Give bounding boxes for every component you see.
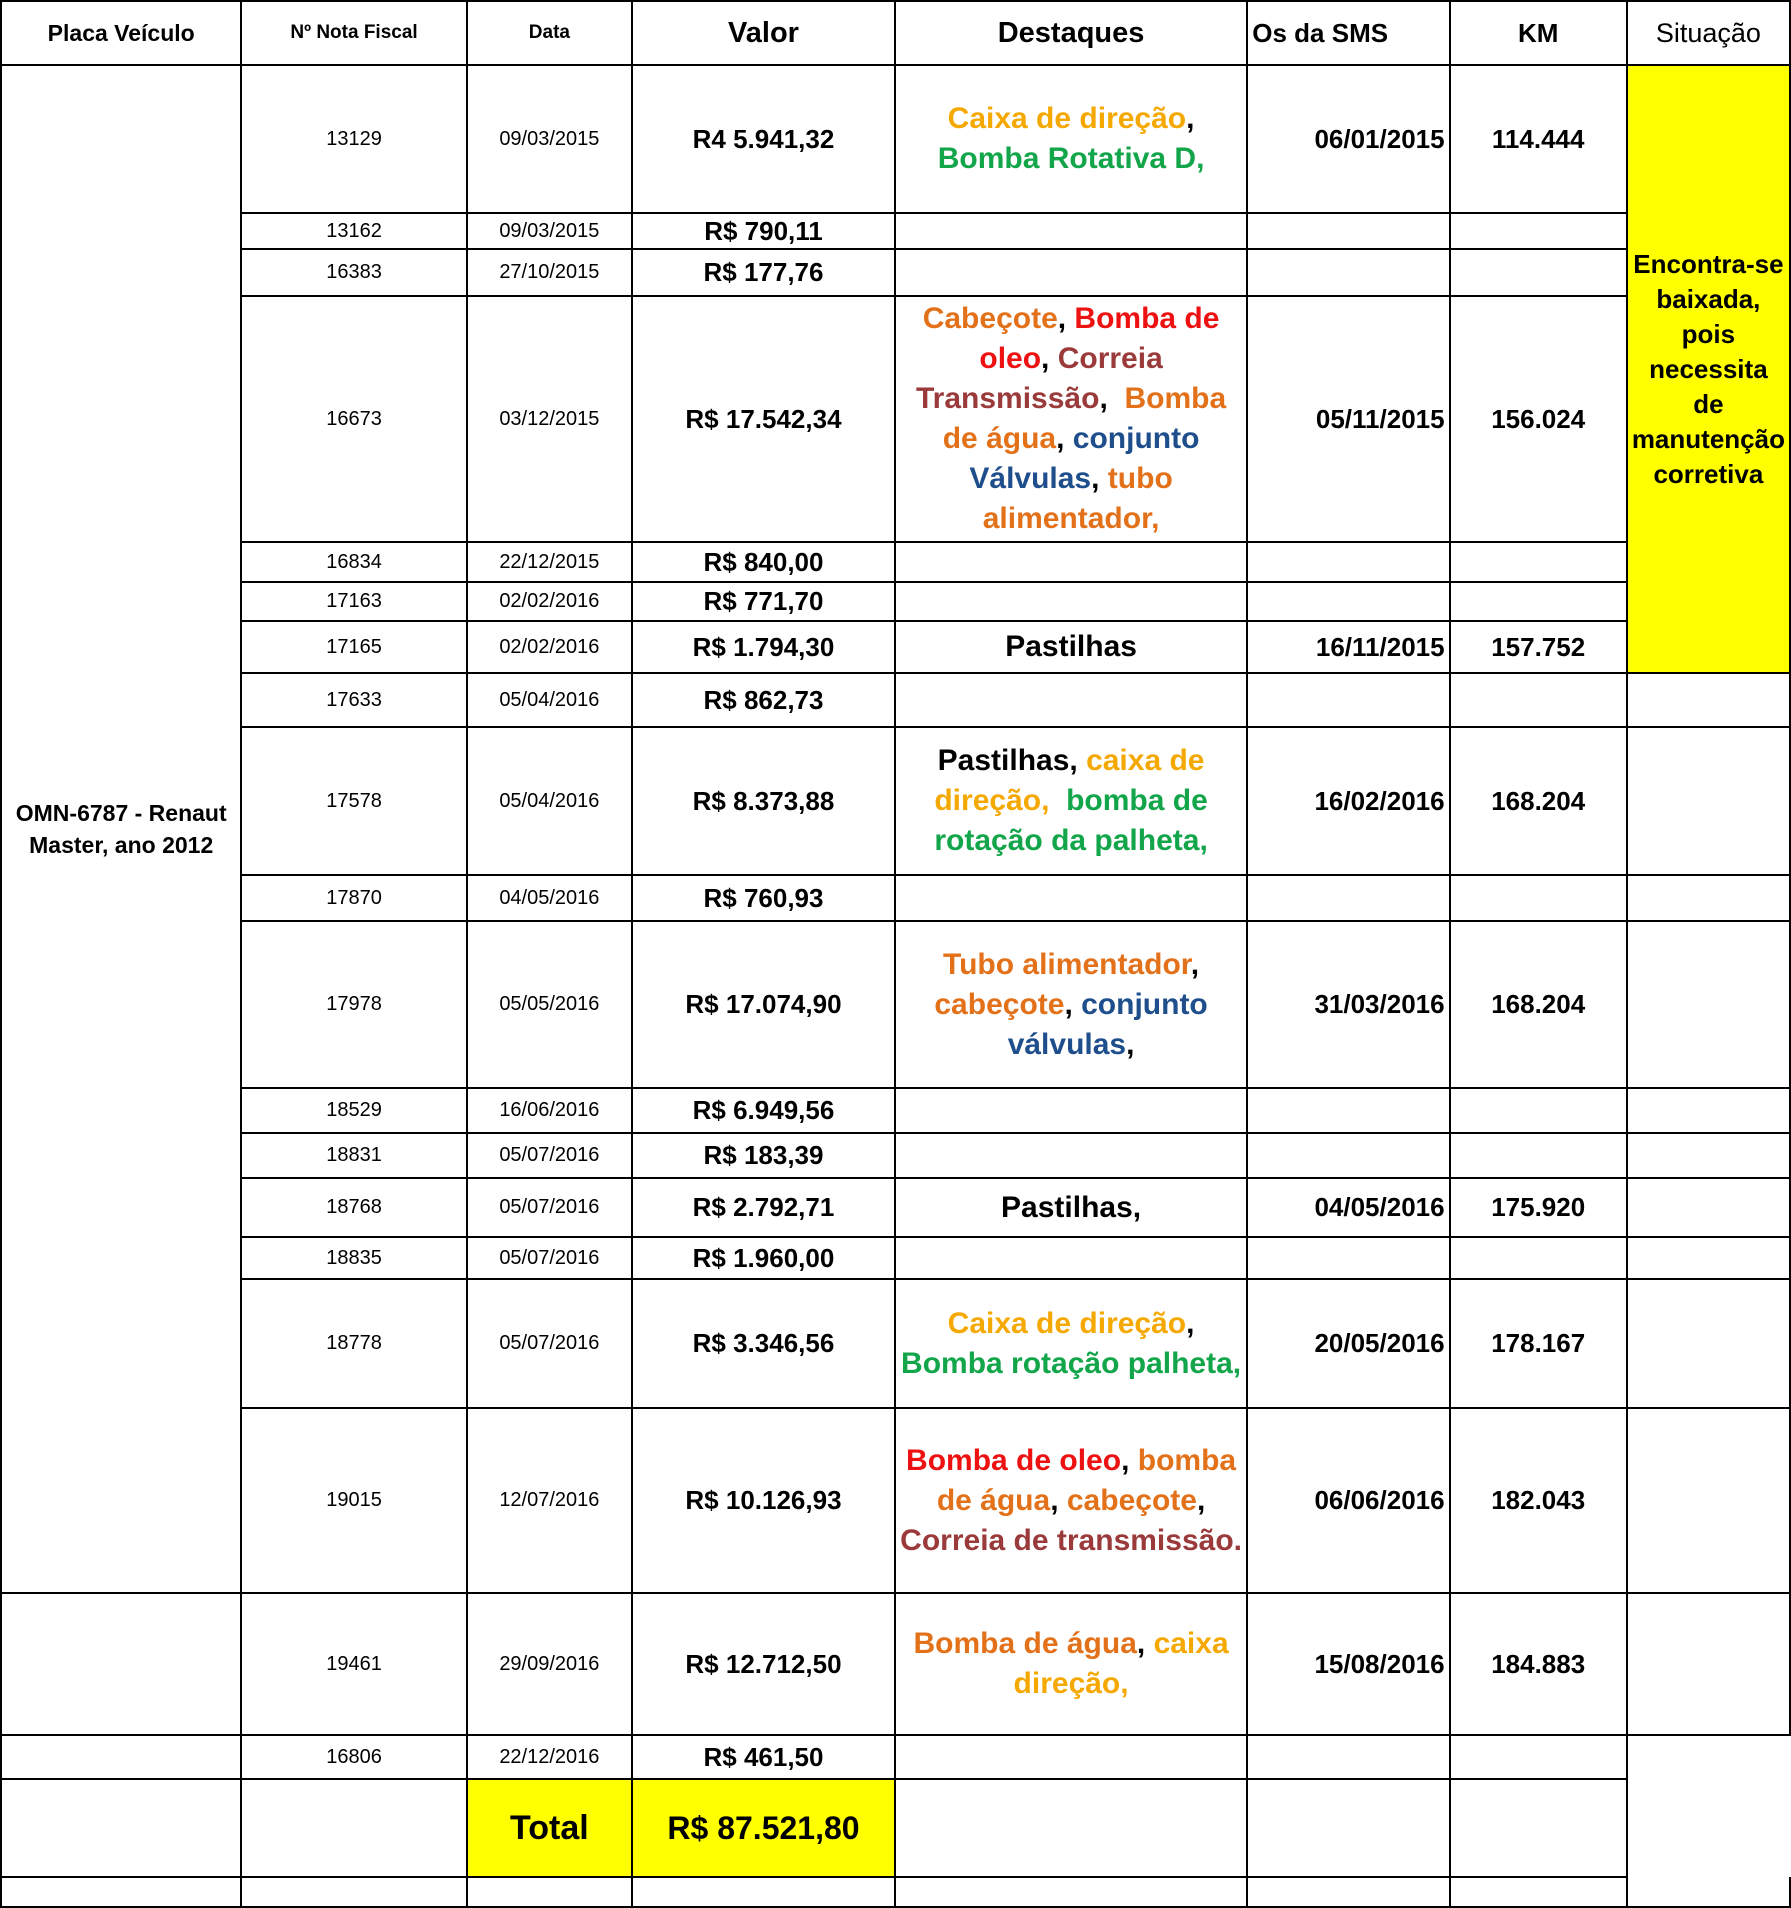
destaque-part: tubo alimentador, <box>982 462 1182 535</box>
total-empty-cell <box>241 1779 466 1877</box>
km-cell <box>1450 249 1627 296</box>
destaque-part: caixa direção, <box>1013 1627 1237 1700</box>
os-cell <box>1247 875 1449 921</box>
situacao-cell-empty <box>1627 1237 1790 1279</box>
destaque-part: Caixa de direção <box>947 1306 1187 1340</box>
destaques-cell <box>895 582 1247 621</box>
situacao-cell-empty <box>1627 1088 1790 1133</box>
nota-cell: 16383 <box>241 249 466 296</box>
destaque-part: , <box>1136 1627 1154 1660</box>
destaque-part: Tubo alimentador <box>943 947 1191 981</box>
os-cell: 31/03/2016 <box>1247 921 1449 1088</box>
valor-cell: R4 5.941,32 <box>632 65 895 213</box>
destaques-cell <box>895 1408 1247 1593</box>
situacao-cell-empty <box>1627 875 1790 921</box>
total-empty-cell <box>1450 1779 1627 1877</box>
destaques-cell <box>895 1237 1247 1279</box>
destaque-part: , <box>1050 1483 1067 1517</box>
valor-cell: R$ 6.949,56 <box>632 1088 895 1133</box>
destaques-cell <box>895 542 1247 582</box>
km-cell <box>1450 1735 1627 1779</box>
destaque-part: Bomba Rotativa D, <box>937 142 1205 175</box>
data-cell: 02/02/2016 <box>467 621 632 673</box>
os-cell <box>1247 1237 1449 1279</box>
destaque-part: , <box>1041 342 1058 375</box>
data-cell: 05/07/2016 <box>467 1178 632 1237</box>
table-row <box>1 921 1790 1088</box>
table-row <box>1 1133 1790 1178</box>
header-valor: Valor <box>632 1 895 65</box>
grid-cell <box>632 1877 895 1907</box>
situacao-cell-empty <box>1627 727 1790 875</box>
grid-cell <box>241 1877 466 1907</box>
os-cell: 06/06/2016 <box>1247 1408 1449 1593</box>
grid-cell <box>467 1877 632 1907</box>
nota-cell: 19461 <box>241 1593 466 1735</box>
vehicle-cell <box>1 65 241 1593</box>
valor-cell: R$ 12.712,50 <box>632 1593 895 1735</box>
km-cell: 175.920 <box>1450 1178 1627 1237</box>
grid-cell <box>1247 1877 1449 1907</box>
grid-row <box>1 1877 1790 1907</box>
nota-cell: 17633 <box>241 673 466 727</box>
km-cell <box>1450 1088 1627 1133</box>
nota-cell: 18778 <box>241 1279 466 1408</box>
os-cell <box>1247 673 1449 727</box>
header-os: Os da SMS <box>1247 1 1449 65</box>
destaque-part: Pastilhas <box>937 744 1070 777</box>
km-cell: 182.043 <box>1450 1408 1627 1593</box>
valor-cell: R$ 17.074,90 <box>632 921 895 1088</box>
data-cell: 09/03/2015 <box>467 65 632 213</box>
valor-cell: R$ 461,50 <box>632 1735 895 1779</box>
destaque-part: , <box>1091 462 1108 495</box>
destaque-part: Correia de transmissão. <box>900 1523 1242 1557</box>
destaque-part: conjunto Válvulas <box>969 422 1208 495</box>
data-cell: 16/06/2016 <box>467 1088 632 1133</box>
total-empty-cell <box>1 1779 241 1877</box>
km-cell: 184.883 <box>1450 1593 1627 1735</box>
situacao-cell-empty <box>1627 921 1790 1088</box>
table-row <box>1 1279 1790 1408</box>
header-nota: Nº Nota Fiscal <box>241 1 466 65</box>
destaques-cell <box>895 249 1247 296</box>
nota-cell: 17165 <box>241 621 466 673</box>
km-cell <box>1450 213 1627 249</box>
destaque-part: , <box>1126 1027 1135 1061</box>
nota-cell: 17870 <box>241 875 466 921</box>
header-data: Data <box>467 1 632 65</box>
km-cell: 114.444 <box>1450 65 1627 213</box>
destaques-cell <box>895 875 1247 921</box>
nota-cell: 13129 <box>241 65 466 213</box>
valor-cell: R$ 760,93 <box>632 875 895 921</box>
destaque-part: Pastilhas <box>1005 630 1137 663</box>
km-cell <box>1450 1133 1627 1178</box>
valor-cell: R$ 1.794,30 <box>632 621 895 673</box>
header-km: KM <box>1450 1 1627 65</box>
os-cell: 16/11/2015 <box>1247 621 1449 673</box>
valor-cell: R$ 2.792,71 <box>632 1178 895 1237</box>
data-cell: 03/12/2015 <box>467 296 632 542</box>
total-row <box>1 1779 1790 1877</box>
nota-cell: 18835 <box>241 1237 466 1279</box>
destaque-part: , <box>1064 987 1082 1021</box>
km-cell: 178.167 <box>1450 1279 1627 1408</box>
destaques-cell <box>895 727 1247 875</box>
data-cell: 09/03/2015 <box>467 213 632 249</box>
destaque-part: bomba de rotação da palheta, <box>934 784 1217 857</box>
km-cell <box>1450 582 1627 621</box>
table-row <box>1 727 1790 875</box>
data-cell: 02/02/2016 <box>467 582 632 621</box>
os-cell <box>1247 1088 1449 1133</box>
destaque-part: Bomba rotação palheta, <box>901 1346 1242 1380</box>
table-row <box>1 296 1790 542</box>
table-row <box>1 582 1790 621</box>
valor-cell: R$ 862,73 <box>632 673 895 727</box>
destaques-cell <box>895 1735 1247 1779</box>
data-cell: 04/05/2016 <box>467 875 632 921</box>
os-cell: 06/01/2015 <box>1247 65 1449 213</box>
km-cell <box>1450 875 1627 921</box>
data-cell: 05/04/2016 <box>467 727 632 875</box>
valor-cell: R$ 790,11 <box>632 213 895 249</box>
valor-cell: R$ 840,00 <box>632 542 895 582</box>
header-placa: Placa Veículo <box>1 1 241 65</box>
table-row <box>1 621 1790 673</box>
table-row <box>1 1237 1790 1279</box>
table-row <box>1 249 1790 296</box>
destaque-part: , <box>1099 382 1125 415</box>
table-row <box>1 1408 1790 1593</box>
os-cell <box>1247 1133 1449 1178</box>
table-row <box>1 673 1790 727</box>
nota-cell: 13162 <box>241 213 466 249</box>
total-empty-cell <box>1247 1779 1449 1877</box>
destaque-part: , <box>1190 947 1208 981</box>
os-cell <box>1247 213 1449 249</box>
table-row <box>1 1088 1790 1133</box>
destaque-part: Bomba de água <box>913 1627 1137 1660</box>
data-cell: 29/09/2016 <box>467 1593 632 1735</box>
situacao-cell <box>1627 65 1790 673</box>
destaques-cell <box>895 296 1247 542</box>
data-cell: 05/04/2016 <box>467 673 632 727</box>
destaques-cell <box>895 1178 1247 1237</box>
os-cell <box>1247 542 1449 582</box>
os-cell: 16/02/2016 <box>1247 727 1449 875</box>
situacao-cell-empty <box>1627 1593 1790 1735</box>
destaques-cell <box>895 1133 1247 1178</box>
valor-cell: R$ 1.960,00 <box>632 1237 895 1279</box>
km-cell <box>1450 542 1627 582</box>
destaque-part: caixa de direção, <box>934 744 1213 817</box>
os-cell <box>1247 582 1449 621</box>
data-cell: 27/10/2015 <box>467 249 632 296</box>
km-cell: 168.204 <box>1450 921 1627 1088</box>
situacao-cell-empty <box>1627 1279 1790 1408</box>
destaque-part: , <box>1056 422 1073 455</box>
destaque-part <box>1049 784 1066 817</box>
km-cell: 156.024 <box>1450 296 1627 542</box>
destaque-part: Bomba de oleo <box>906 1443 1122 1477</box>
destaque-part: Correia Transmissão <box>916 342 1172 415</box>
nota-cell: 18529 <box>241 1088 466 1133</box>
nota-cell: 16806 <box>241 1735 466 1779</box>
nota-cell: 16834 <box>241 542 466 582</box>
situacao-cell-empty <box>1627 673 1790 727</box>
header-row <box>1 1 1790 65</box>
situacao-cell-empty <box>1627 1408 1790 1593</box>
vehicle-cell-empty <box>1 1593 241 1735</box>
nota-cell: 17578 <box>241 727 466 875</box>
table-row <box>1 65 1790 213</box>
header-situacao: Situação <box>1627 1 1790 65</box>
km-cell <box>1450 1237 1627 1279</box>
km-cell: 157.752 <box>1450 621 1627 673</box>
os-cell: 05/11/2015 <box>1247 296 1449 542</box>
valor-cell: R$ 17.542,34 <box>632 296 895 542</box>
table-row <box>1 542 1790 582</box>
destaque-part: , <box>1196 1483 1222 1517</box>
data-cell: 05/07/2016 <box>467 1279 632 1408</box>
destaque-part: Bomba de água <box>942 382 1235 455</box>
table-row <box>1 1593 1790 1735</box>
grid-cell <box>895 1877 1247 1907</box>
total-empty-cell <box>895 1779 1247 1877</box>
situacao-cell-empty <box>1627 1735 1790 1779</box>
situacao-cell-empty <box>1627 1133 1790 1178</box>
destaque-part: bomba de água <box>936 1443 1245 1517</box>
header-destaques: Destaques <box>895 1 1247 65</box>
os-cell: 04/05/2016 <box>1247 1178 1449 1237</box>
valor-cell: R$ 8.373,88 <box>632 727 895 875</box>
data-cell: 05/07/2016 <box>467 1133 632 1178</box>
destaque-part: cabeçote <box>934 987 1065 1021</box>
destaque-part: , <box>1057 302 1075 335</box>
valor-cell: R$ 183,39 <box>632 1133 895 1178</box>
destaque-part: , <box>1069 744 1087 777</box>
os-cell <box>1247 1735 1449 1779</box>
data-cell: 12/07/2016 <box>467 1408 632 1593</box>
nota-cell: 17978 <box>241 921 466 1088</box>
table-row <box>1 213 1790 249</box>
os-cell: 15/08/2016 <box>1247 1593 1449 1735</box>
destaques-cell <box>895 65 1247 213</box>
vehicle-cell-empty <box>1 1735 241 1779</box>
total-value: R$ 87.521,80 <box>632 1779 895 1877</box>
os-cell: 20/05/2016 <box>1247 1279 1449 1408</box>
data-cell: 22/12/2015 <box>467 542 632 582</box>
grid-cell <box>1627 1877 1790 1907</box>
km-cell: 168.204 <box>1450 727 1627 875</box>
nota-cell: 18768 <box>241 1178 466 1237</box>
nota-cell: 16673 <box>241 296 466 542</box>
valor-cell: R$ 771,70 <box>632 582 895 621</box>
valor-cell: R$ 177,76 <box>632 249 895 296</box>
valor-cell: R$ 3.346,56 <box>632 1279 895 1408</box>
destaque-part: , <box>1186 102 1203 135</box>
destaque-part: Caixa de direção <box>947 102 1187 135</box>
valor-cell: R$ 10.126,93 <box>632 1408 895 1593</box>
grid-cell <box>1450 1877 1627 1907</box>
destaques-cell <box>895 1088 1247 1133</box>
data-cell: 05/05/2016 <box>467 921 632 1088</box>
destaque-part: , <box>1186 1306 1203 1340</box>
destaque-part: cabeçote <box>1066 1483 1197 1517</box>
data-cell: 22/12/2016 <box>467 1735 632 1779</box>
nota-cell: 17163 <box>241 582 466 621</box>
destaque-part: Pastilhas, <box>1001 1190 1142 1224</box>
vehicle-label: OMN-6787 - Renaut Master, ano 2012 <box>15 800 227 858</box>
destaque-part: Cabeçote <box>922 302 1058 335</box>
table-row <box>1 875 1790 921</box>
situacao-text: Encontra-se baixada, pois necessita de manutenção corretiva <box>1631 248 1785 489</box>
nota-cell: 18831 <box>241 1133 466 1178</box>
destaques-cell <box>895 1279 1247 1408</box>
total-empty-cell <box>1627 1779 1790 1877</box>
situacao-cell-empty <box>1627 1178 1790 1237</box>
destaques-cell <box>895 621 1247 673</box>
destaque-part: Bomba de oleo <box>979 302 1228 375</box>
km-cell <box>1450 673 1627 727</box>
data-cell: 05/07/2016 <box>467 1237 632 1279</box>
os-cell <box>1247 249 1449 296</box>
destaques-cell <box>895 673 1247 727</box>
table-row <box>1 1735 1790 1779</box>
destaque-part: conjunto válvulas <box>1007 987 1217 1061</box>
total-label: Total <box>467 1779 632 1877</box>
grid-cell <box>1 1877 241 1907</box>
destaques-cell <box>895 213 1247 249</box>
destaques-cell <box>895 1593 1247 1735</box>
table-row <box>1 1178 1790 1237</box>
destaques-cell <box>895 921 1247 1088</box>
destaque-part: , <box>1121 1443 1138 1477</box>
nota-cell: 19015 <box>241 1408 466 1593</box>
